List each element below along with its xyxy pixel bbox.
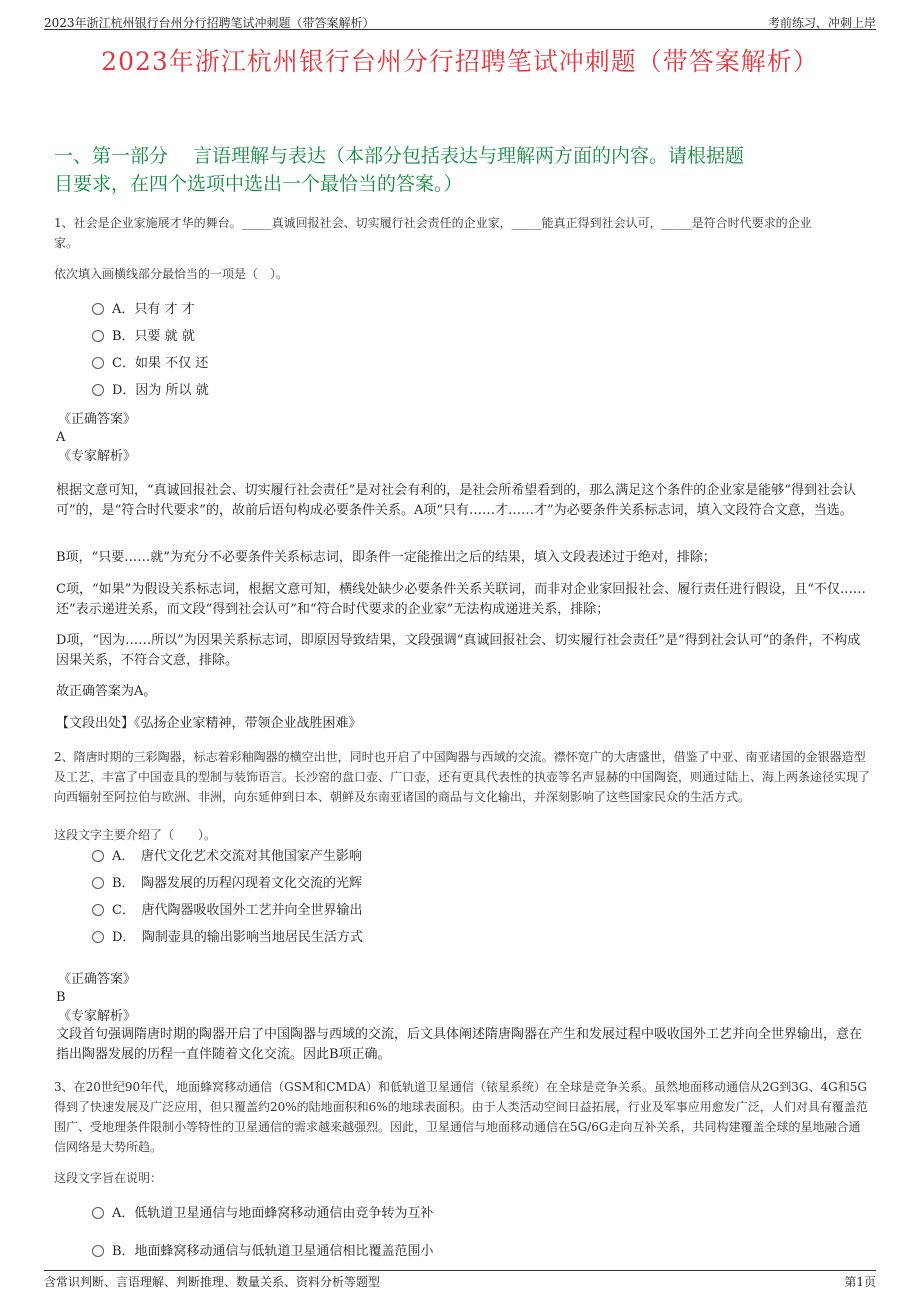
radio-icon[interactable] (92, 1207, 104, 1219)
option-label: D． 陶制壶具的输出影响当地居民生活方式 (112, 930, 363, 945)
question-1-line2: 家。 (54, 236, 79, 250)
option-label: A． 唐代文化艺术交流对其他国家产生影响 (112, 849, 362, 864)
q1-analysis-para-4: D项，“因为……所以”为因果关系标志词，即原因导致结果，文段强调“真诚回报社会、切实履行社会责任”是“得到社会认可”的条件，不构成因果关系，不符合文意，排除。 (56, 633, 861, 668)
page-number: 第1页 (844, 1275, 876, 1289)
question-1-ask: 依次填入画横线部分最恰当的一项是（ ）。 (54, 267, 289, 281)
q2-analysis-label: 《专家解析》 (58, 1009, 137, 1024)
q2-option-b[interactable] (92, 875, 362, 893)
q1-option-c[interactable] (92, 355, 208, 373)
q2-answer-label: 《正确答案》 (58, 972, 137, 987)
radio-icon[interactable] (92, 850, 104, 862)
q1-option-b[interactable] (92, 328, 195, 346)
q1-analysis-label: 《专家解析》 (58, 449, 137, 464)
header-title: 2023年浙江杭州银行台州分行招聘笔试冲刺题（带答案解析） (44, 16, 375, 30)
radio-icon[interactable] (92, 877, 104, 889)
radio-icon[interactable] (92, 303, 104, 315)
q2-analysis: 文段首句强调隋唐时期的陶器开启了中国陶器与西域的交流，后文具体阐述隋唐陶器在产生和发展过程中吸收国外工艺并向全世界输出，意在指出陶器发展的历程一直伴随着文化交流。因此B项正确。 (56, 1027, 863, 1062)
document-title: 2023年浙江杭州银行台州分行招聘笔试冲刺题（带答案解析） (101, 47, 819, 76)
q1-option-a[interactable] (92, 301, 195, 319)
q2-option-c[interactable] (92, 902, 362, 920)
question-3-text: 3、在20世纪90年代，地面蜂窝移动通信（GSM和CMDA）和低轨道卫星通信（铱星系统）在全球是竞争关系。虽然地面移动通信从2G到3G、4G和5G得到了快速发展及广泛应用，但只覆盖约20%的陆地面积和6%的地球表面积。由于人类活动空间日益拓展，行业及军事应用愈发广泛，人们对具有覆盖范围广、受地理条件限制小等特性的卫星通信的需求越来越强烈。因此，卫星通信与地面移动通信在5G/6G走向互补关系，共同构建覆盖全球的星地融合通信网络是大势所趋。 (54, 1080, 868, 1154)
radio-icon[interactable] (92, 330, 104, 342)
q1-analysis-para-1: 根据文意可知，“真诚回报社会、切实履行社会责任”是对社会有利的，是社会所希望看到的，那么满足这个条件的企业家是能够“得到社会认可”的，是“符合时代要求”的，故前后语句构成必要条件关系。A项“只有……才……才”为必要条件关系标志词，填入文段符合文意，当选。 (56, 483, 856, 518)
option-label: A．只有 才 才 (112, 302, 195, 317)
option-label: C．如果 不仅 还 (112, 356, 209, 371)
q1-answer: A (56, 430, 66, 445)
radio-icon[interactable] (92, 384, 104, 396)
footer-description: 含常识判断、言语理解、判断推理、数量关系、资料分析等题型 (44, 1275, 381, 1289)
q1-option-d[interactable] (92, 382, 209, 400)
option-label: B．地面蜂窝移动通信与低轨道卫星通信相比覆盖范围小 (112, 1244, 434, 1259)
option-label: B．只要 就 就 (112, 329, 195, 344)
section-heading (54, 142, 874, 198)
page-footer (44, 1270, 876, 1288)
option-label: C． 唐代陶器吸收国外工艺并向全世界输出 (112, 903, 363, 918)
q3-option-a[interactable] (92, 1205, 433, 1223)
question-2-ask: 这段文字主要介绍了（ ）。 (54, 828, 217, 842)
q1-analysis-para-2: B项，“只要……就”为充分不必要条件关系标志词，即条件一定能推出之后的结果，填入文段表述过于绝对，排除； (56, 550, 716, 565)
radio-icon[interactable] (92, 1245, 104, 1257)
question-1-text (54, 213, 870, 253)
q1-analysis-para-3: C项，“如果”为假设关系标志词，根据文意可知，横线处缺少必要条件关系关联词，而非对企业家回报社会、履行责任进行假设，且“不仅……还”表示递进关系，而文段“得到社会认可”和“符合时代要求的企业家”无法构成递进关系，排除； (56, 582, 866, 617)
question-1-line1: 1、社会是企业家施展才华的舞台。_____真诚回报社会、切实履行社会责任的企业家，_____能真正得到社会认可，_____是符合时代要求的企业 (54, 216, 812, 230)
q3-option-b[interactable] (92, 1243, 434, 1261)
question-2-text: 2、隋唐时期的三彩陶器，标志着彩釉陶器的横空出世，同时也开启了中国陶器与西域的交流。襟怀宽广的大唐盛世，借鉴了中亚、南亚诸国的金银器造型及工艺，丰富了中国壶具的型制与装饰语言。长沙窑的盘口壶、广口壶，还有更具代表性的执壶等名声显赫的中国陶瓷，则通过陆上、海上两条途径实现了向西辐射至阿拉伯与欧洲、非洲，向东延伸到日本、朝鲜及东南亚诸国的商品与文化输出，并深刻影响了这些国家民众的生活方式。 (54, 750, 871, 804)
option-label: D．因为 所以 就 (112, 383, 209, 398)
q1-analysis-para-5: 故正确答案为A。 (56, 684, 157, 699)
section-heading-line1: 一、第一部分 言语理解与表达（本部分包括表达与理解两方面的内容。请根据题 (54, 145, 745, 167)
q1-source: 【文段出处】《弘扬企业家精神，带领企业战胜困难》 (56, 716, 362, 731)
q2-option-a[interactable] (92, 848, 362, 866)
option-label: B． 陶器发展的历程闪现着文化交流的光辉 (112, 876, 363, 891)
section-heading-line2: 目要求，在四个选项中选出一个最恰当的答案。） (54, 173, 463, 195)
radio-icon[interactable] (92, 931, 104, 943)
radio-icon[interactable] (92, 357, 104, 369)
radio-icon[interactable] (92, 904, 104, 916)
q2-option-d[interactable] (92, 929, 363, 947)
q1-answer-label: 《正确答案》 (58, 412, 137, 427)
q2-answer: B (56, 990, 66, 1005)
question-3-ask: 这段文字旨在说明： (54, 1171, 163, 1185)
page-header (44, 12, 876, 30)
option-label: A．低轨道卫星通信与地面蜂窝移动通信由竞争转为互补 (112, 1206, 434, 1221)
header-slogan: 考前练习，冲刺上岸 (767, 16, 876, 30)
